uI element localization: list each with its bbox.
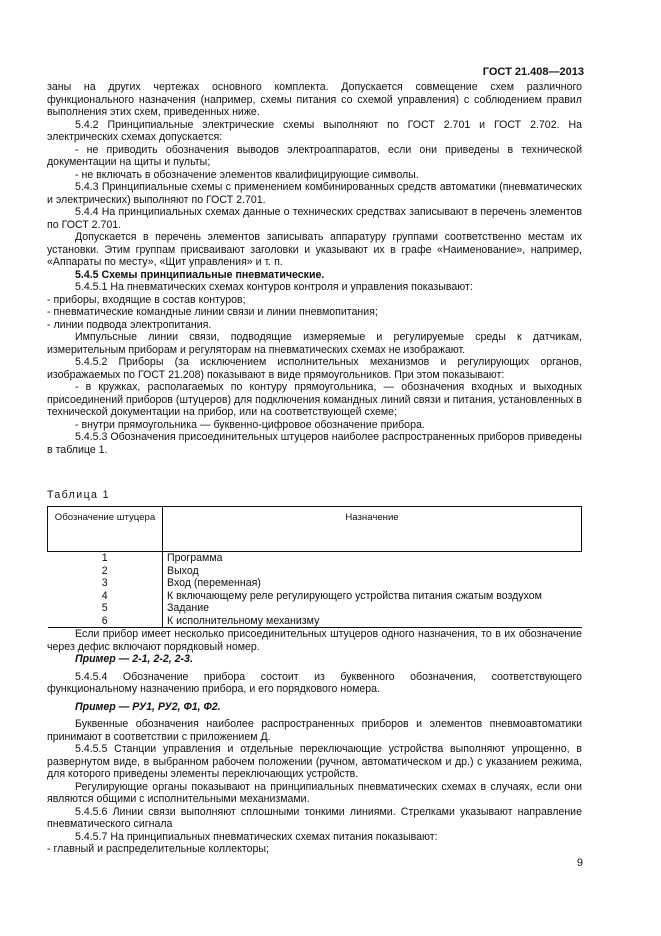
body-text-continued xyxy=(47,628,582,856)
column-header-purpose: Назначение xyxy=(163,507,582,552)
example-line: Пример — РУ1, РУ2, Ф1, Ф2. xyxy=(75,700,221,713)
paragraph: 5.4.5.6 Линии связи выполняют сплошными тонкими линиями. Стрелками указывают направление пневматического сигнала xyxy=(47,805,582,830)
cell-purpose: К исполнительному механизму xyxy=(163,615,582,628)
table-row xyxy=(48,590,582,603)
paragraph: 5.4.4 На принципиальных схемах данные о технических средствах записывают в перечень элементов по ГОСТ 2.701. xyxy=(47,206,582,231)
paragraph: 5.4.5.3 Обозначения присоединительных штуцеров наиболее распространенных приборов приведены в таблице 1. xyxy=(47,431,582,456)
list-item: - не включать в обозначение элементов квалифицирующие символы. xyxy=(75,168,419,181)
paragraph: Допускается в перечень элементов записывать аппаратуру группами соответственно местам их установки. Этим группам присваивают заголовки и указывают их в графе «Наименование», например, «Аппараты по месту», «Щит управления» и т. п. xyxy=(47,231,582,268)
column-header-designation: Обозначение штуцера xyxy=(48,507,163,552)
cell-purpose: Выход xyxy=(167,564,199,577)
cell-number: 3 xyxy=(48,577,163,590)
table-row xyxy=(48,577,582,590)
table-row xyxy=(48,552,582,565)
cell-number: 4 xyxy=(48,590,163,603)
paragraph: 5.4.5.2 Приборы (за исключением исполнительных механизмов и регулирующих органов, изображаемых по ГОСТ 21.208) показывают в виде прямоугольников. При этом показывают: xyxy=(47,356,582,381)
cell-purpose: Задание xyxy=(167,602,210,614)
example-line: Пример — 2-1, 2-2, 2-3. xyxy=(75,653,193,665)
paragraph: 5.4.5.5 Станции управления и отдельные переключающие устройства выполняют упрощенно, в развернутом виде, в выбранном рабочем положении (ручном, автоматическом и др.) с указанием режима, для которого приведены элементы переключающих устройств. xyxy=(47,743,582,780)
paragraph: 5.4.5.1 На пневматических схемах контуров контроля и управления показывают: xyxy=(75,281,473,293)
section-heading: 5.4.5 Схемы принципиальные пневматические. xyxy=(75,268,325,281)
body-text xyxy=(47,81,582,456)
list-item: - внутри прямоугольника — буквенно-цифровое обозначение прибора. xyxy=(75,418,425,431)
cell-purpose: Вход (переменная) xyxy=(167,577,261,589)
table-row xyxy=(48,615,582,628)
paragraph: Если прибор имеет несколько присоединительных штуцеров одного назначения, то в их обозначение через дефис включают порядковый номер. xyxy=(47,628,582,653)
list-item: - приборы, входящие в состав контуров; xyxy=(47,293,246,306)
paragraph: 5.4.5.4 Обозначение прибора состоит из буквенного обозначения, соответствующего функциональному назначению прибора, и его порядкового номера. xyxy=(47,670,582,695)
paragraph: Буквенные обозначения наиболее распространенных приборов и элементов пневмоавтоматики принимают в соответствии с приложением Д. xyxy=(47,718,582,743)
paragraph: Регулирующие органы показывают на принципиальных пневматических схемах в случаях, если они являются общими с исполнительными механизмами. xyxy=(47,780,582,805)
list-item: - не приводить обозначения выводов электроаппаратов, если они приведены в технической документации на щиты и пульты; xyxy=(47,143,582,168)
cell-number: 5 xyxy=(48,602,163,615)
table-caption: Таблица 1 xyxy=(47,489,110,501)
table-row xyxy=(48,602,582,615)
list-item: - пневматические командные линии связи и линии пневмопитания; xyxy=(47,306,378,318)
table-header-row xyxy=(48,507,582,552)
table-row xyxy=(48,565,582,578)
cell-number: 1 xyxy=(48,552,163,565)
paragraph: заны на других чертежах основного комплекта. Допускается совмещение схем различного функционального назначения (например, схемы питания со схемой управления) с соблюдением правил выполнения этих схем, приведенных ниже. xyxy=(47,81,582,118)
paragraph: Импульсные линии связи, подводящие измеряемые и регулируемые среды к датчикам, измерительным приборам и регуляторам на пневматических схемах не изображают. xyxy=(47,331,582,356)
cell-number: 2 xyxy=(48,565,163,578)
page-number: 9 xyxy=(576,857,583,869)
list-item: - линии подвода электропитания. xyxy=(47,318,212,331)
document-header: ГОСТ 21.408—2013 xyxy=(482,66,584,78)
paragraph: 5.4.5.7 На принципиальных пневматических схемах питания показывают: xyxy=(75,830,438,843)
fitting-table xyxy=(47,506,582,628)
table-1 xyxy=(47,506,582,628)
cell-purpose: Программа xyxy=(167,552,223,564)
paragraph: 5.4.2 Принципиальные электрические схемы выполняют по ГОСТ 2.701 и ГОСТ 2.702. На электрических схемах допускается: xyxy=(47,118,582,143)
cell-number: 6 xyxy=(48,615,163,628)
list-item: - главный и распределительные коллекторы; xyxy=(47,843,269,855)
list-item: - в кружках, располагаемых по контуру прямоугольника, — обозначения входных и выходных присоединений приборов (штуцеров) для подключения командных линий связи и питания, установленных в технической документации на прибор, или на соответствующей схеме; xyxy=(47,381,582,418)
paragraph: 5.4.3 Принципиальные схемы с применением комбинированных средств автоматики (пневматических и электрических) выполняют по ГОСТ 2.701. xyxy=(47,181,582,206)
cell-purpose: К включающему реле регулирующего устройства питания сжатым воздухом xyxy=(167,589,542,602)
